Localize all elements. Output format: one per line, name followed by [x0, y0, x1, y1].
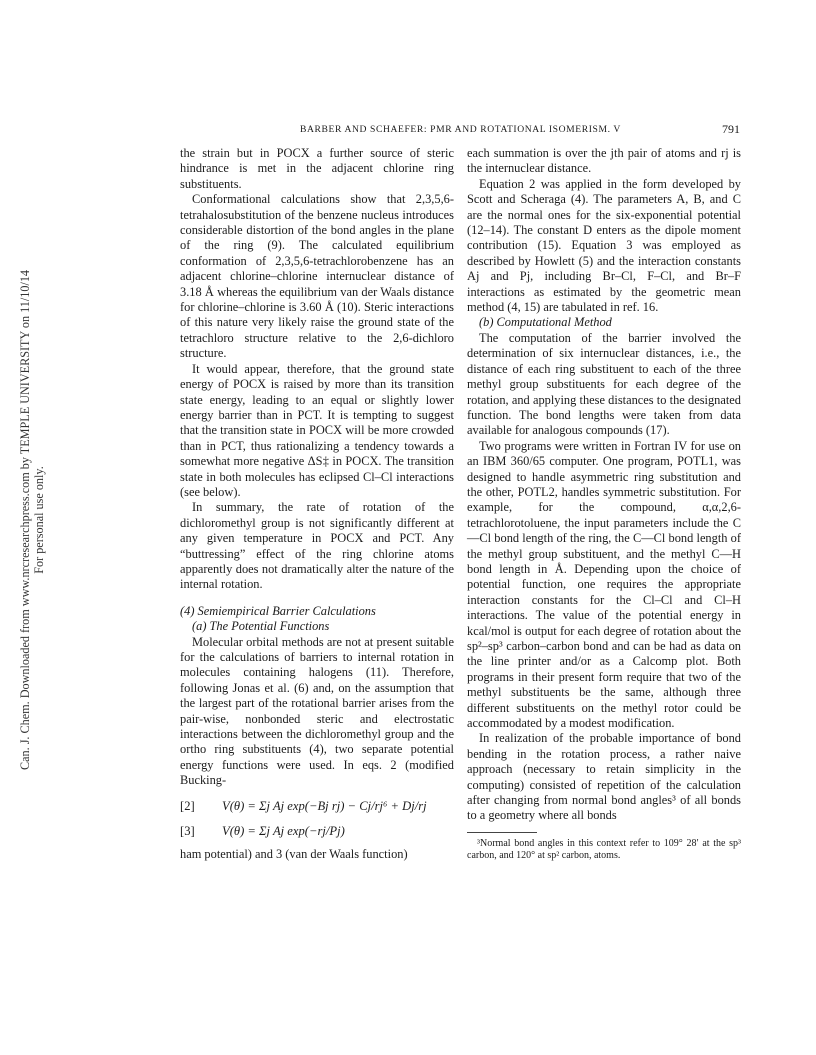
paragraph: Two programs were written in Fortran IV for use on an IBM 360/65 computer. One program, POTL1, was designed to handle asymmetric ring substitution and the other, POTL2, handles symmetric substitution. For example, for the compound, α,α,2,6-tetrachlorotoluene, the input parameters include the C—Cl bond length of the ring, the C—Cl bond length of the methyl group substituent, and the methyl C—H bond length in Å. Depending upon the choice of potential function, one requires the appropriate interaction constants for the Cl–Cl and Cl–H interactions. The value of the potential energy in kcal/mol is output for each degree of rotation about the sp²–sp³ carbon–carbon bond and can be had as data on the line printer and/or as a Calcomp plot. Both programs in their present form require that two of the methyl substituents be the same, although three different substituents on the methyl rotor could be accommodated by a modest modification.: [467, 438, 741, 731]
footnote: ³Normal bond angles in this context refer to 109° 28′ at the sp³ carbon, and 120° at sp² carbon, atoms.: [467, 837, 741, 861]
paragraph: Conformational calculations show that 2,3,5,6-tetrahalosubstitution of the benzene nucleus introduces considerable distortion of the bond angles in the plane of the ring (9). The calculated equilibrium conformation of 2,3,5,6-tetrachlorobenzene has an adjacent chlorine–chlorine internuclear distance of 3.18 Å whereas the equilibrium van der Waals distance for chlorine–chlorine is 3.60 Å (10). Steric interactions of this nature very likely raise the ground state of the tetrachloro structure relative to the 2,6-dichloro structure.: [180, 192, 454, 361]
equation-number: [2]: [180, 798, 195, 813]
equation-body: V(θ) = Σj Aj exp(−rj/Pj): [222, 824, 345, 839]
subsection-heading: (b) Computational Method: [479, 315, 612, 330]
running-head: BARBER AND SCHAEFER: PMR AND ROTATIONAL ISOMERISM. V: [300, 124, 621, 135]
watermark-text: [18, 270, 46, 770]
download-watermark: [12, 269, 52, 771]
watermark-line-1: Can. J. Chem. Downloaded from www.nrcresearchpress.com by TEMPLE UNIVERSITY on 11/10/14: [18, 269, 32, 771]
section-heading: (4) Semiempirical Barrier Calculations: [180, 603, 376, 618]
subsection-heading: (a) The Potential Functions: [192, 619, 330, 634]
paragraph: In realization of the probable importance of bond bending in the rotation process, a rather naive approach (necessary to retain simplicity in the computing) consisted of repetition of the calculation after changing from normal bond angles³ of all bonds to a geometry where all bonds: [467, 731, 741, 823]
watermark-line-2: For personal use only.: [32, 466, 46, 574]
equation-number: [3]: [180, 824, 195, 839]
left-column: [180, 146, 454, 863]
right-column: [467, 146, 741, 862]
equation-2: [180, 799, 454, 814]
paragraph: It would appear, therefore, that the ground state energy of POCX is raised by more than its transition state energy, leading to an equal or slightly lower energy barrier than in PCT. It is tempting to suggest that the transition state in POCX will be more crowded than in PCT, thus rationalizing a tendency towards a somewhat more negative ΔS‡ in POCX. The transition state in both molecules has eclipsed Cl–Cl interactions (see below).: [180, 361, 454, 499]
paragraph: The computation of the barrier involved the determination of six internuclear distances, i.e., the distance of each ring substituent to each of the three methyl group substituents for each degree of the rotation, and applying these distances to the designated function. The bond lengths were taken from data available for analogous compounds (17).: [467, 330, 741, 438]
equation-3: [180, 824, 454, 839]
paragraph: Molecular orbital methods are not at present suitable for the calculations of barriers to internal rotation in molecules containing halogens (11). Therefore, following Jonas et al. (6) and, on the assumption that the largest part of the rotational barrier arises from the pair-wise, nonbonded steric and electrostatic interactions between the dichloromethyl group and the ortho ring substituents (4), two separate potential energy functions were used. In eqs. 2 (modified Bucking-: [180, 634, 454, 788]
paragraph: the strain but in POCX a further source of steric hindrance is met in the adjacent chlorine ring substituents.: [180, 146, 454, 191]
equation-body: V(θ) = Σj Aj exp(−Bj rj) − Cj/rj⁶ + Dj/rj: [222, 798, 427, 813]
paragraph: Equation 2 was applied in the form developed by Scott and Scheraga (4). The parameters A, B, and C are the normal ones for the six-exponential potential (12–14). The constant D enters as the dipole moment contribution (15). Equation 3 was employed as described by Howlett (5) and the interaction constants Aj and Pj, including Br–Cl, F–Cl, and Br–F interactions as estimated by the geometric mean method (4, 15) are tabulated in ref. 16.: [467, 176, 741, 315]
paragraph: each summation is over the jth pair of atoms and rj is the internuclear distance.: [467, 146, 741, 176]
page-number: 791: [722, 122, 740, 136]
paragraph: In summary, the rate of rotation of the dichloromethyl group is not significantly different at any given temperature in POCX and PCT. Any “buttressing” effect of the ring chlorine atoms apparently does not dramatically alter the nature of the internal rotation.: [180, 500, 454, 592]
paragraph: ham potential) and 3 (van der Waals function): [180, 847, 408, 862]
footnote-divider: [467, 832, 537, 833]
page-header: [180, 122, 740, 138]
